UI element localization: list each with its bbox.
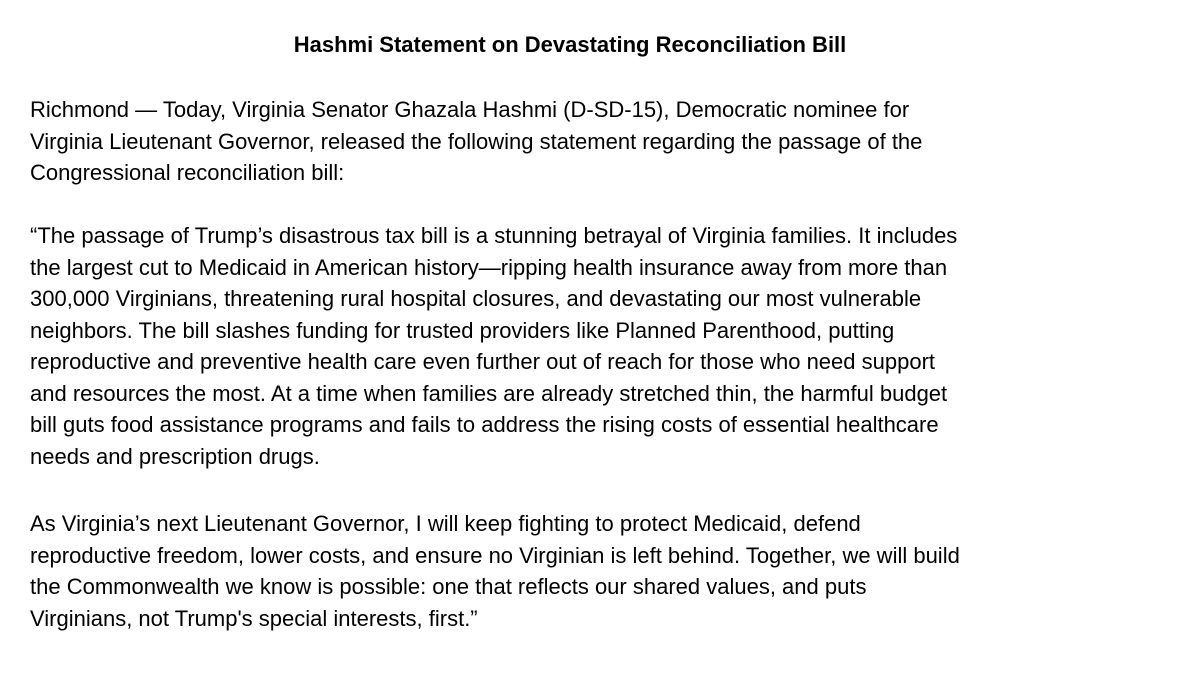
text-line: Virginians, not Trump's special interests, first.”: [30, 605, 478, 631]
text-line: neighbors. The bill slashes funding for trusted providers like Planned Parenthood, putting: [30, 317, 895, 343]
text-line: bill guts food assistance programs and fails to address the rising costs of essential healthcare: [30, 412, 939, 437]
text-line: reproductive freedom, lower costs, and ensure no Virginian is left behind. Together, we will build: [30, 542, 960, 568]
text-line: Richmond — Today, Virginia Senator Ghazala Hashmi (D-SD-15), Democratic nominee for: [30, 97, 910, 122]
text-line: reproductive and preventive health care even further out of reach for those who need support: [30, 349, 936, 374]
text-line: and resources the most. At a time when families are already stretched thin, the harmful budget: [30, 380, 948, 406]
press-statement-document: [30, 0, 1180, 631]
text-line: the largest cut to Medicaid in American history—ripping health insurance away from more than: [30, 254, 948, 280]
intro-paragraph: [30, 94, 1125, 189]
quote-paragraph-1: [30, 220, 1125, 472]
text-line: “The passage of Trump’s disastrous tax bill is a stunning betrayal of Virginia families. It includes: [30, 223, 958, 248]
text-line: Congressional reconciliation bill:: [30, 160, 345, 185]
statement-title: Hashmi Statement on Devastating Reconciliation Bill: [293, 32, 847, 57]
text-line: needs and prescription drugs.: [30, 443, 320, 469]
text-line: the Commonwealth we know is possible: one that reflects our shared values, and puts: [30, 574, 867, 599]
text-line: 300,000 Virginians, threatening rural hospital closures, and devastating our most vulnerable: [30, 286, 922, 311]
text-line: As Virginia’s next Lieutenant Governor, I will keep fighting to protect Medicaid, defend: [30, 511, 861, 536]
quote-paragraph-2: [30, 508, 1125, 634]
text-line: Virginia Lieutenant Governor, released the following statement regarding the passage of the: [30, 128, 923, 154]
